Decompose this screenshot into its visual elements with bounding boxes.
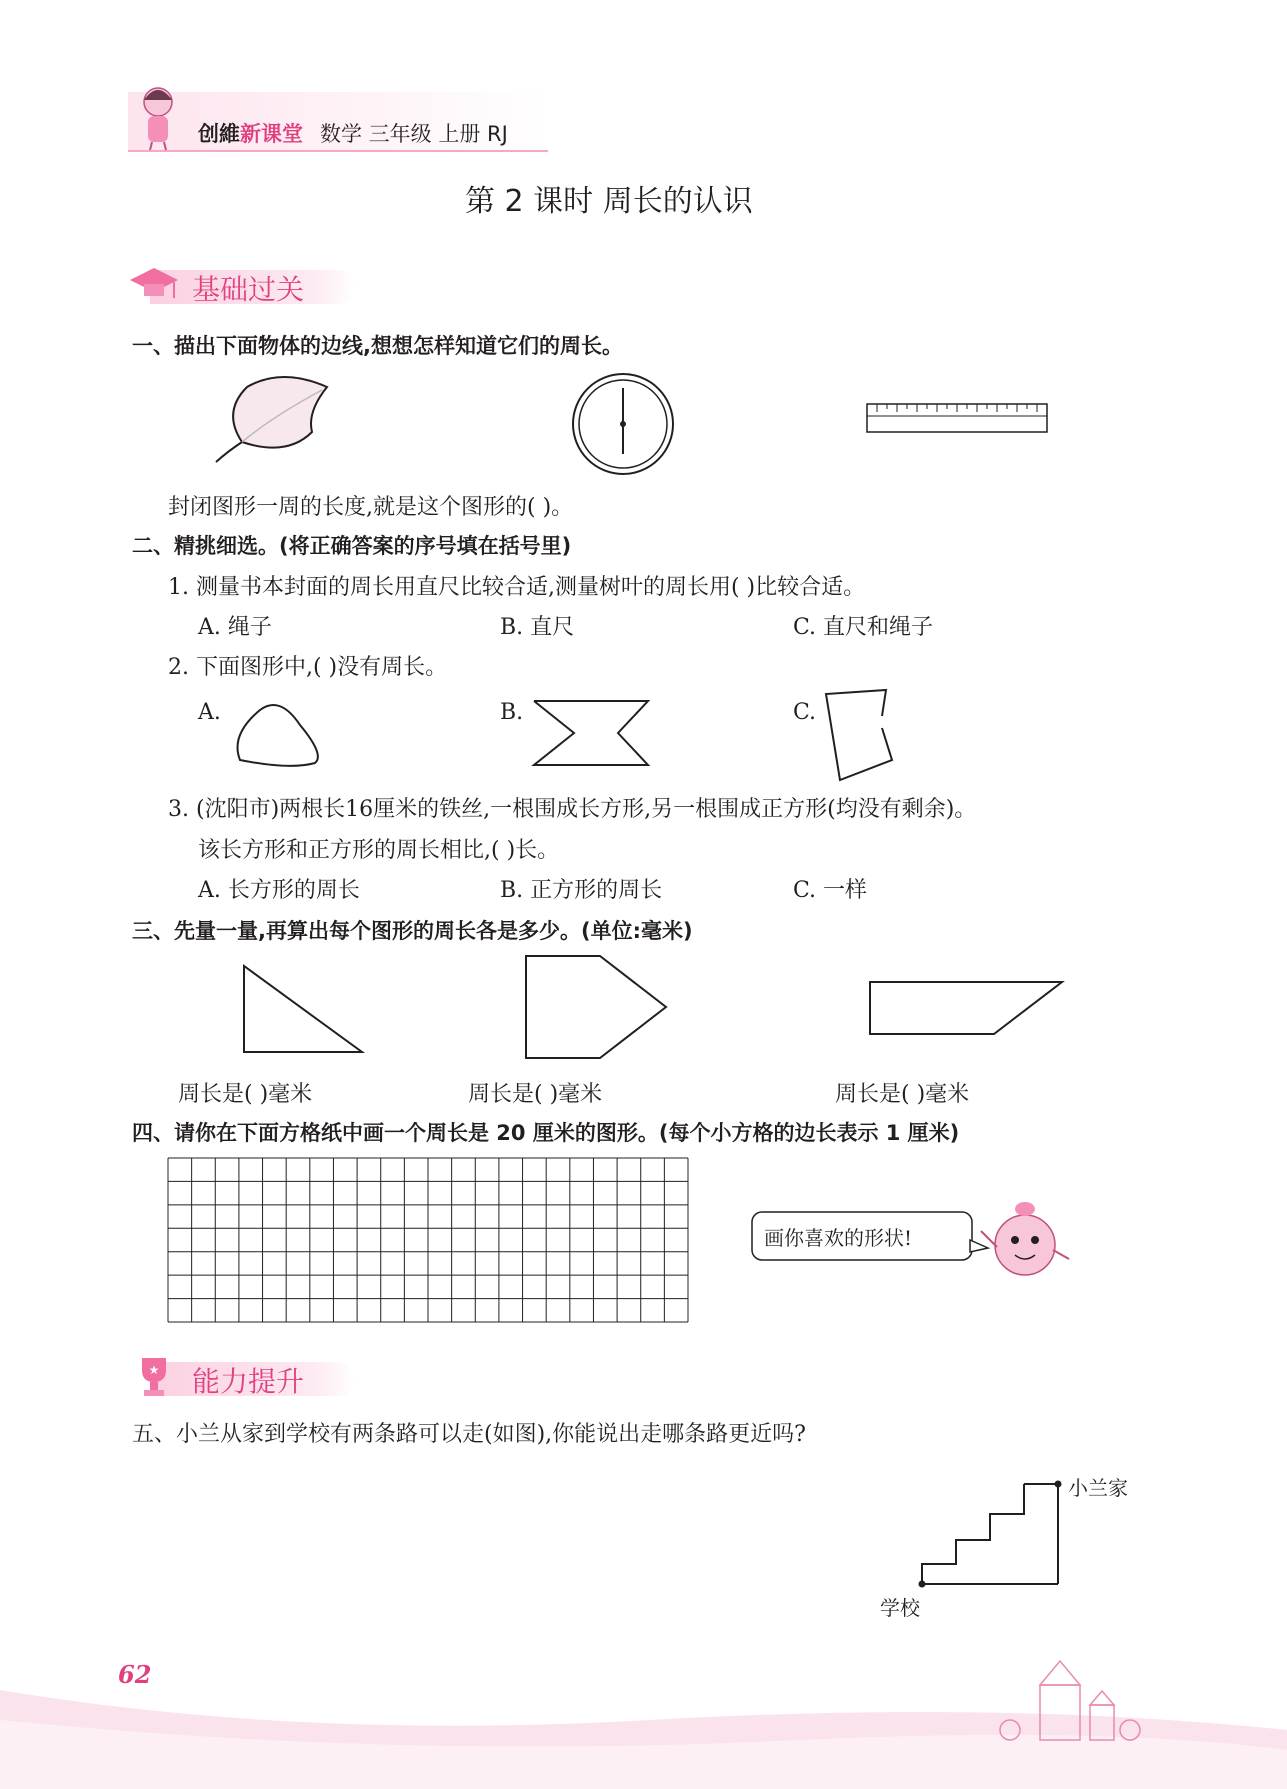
- q2-2-option-a: A.: [198, 700, 221, 725]
- trapezoid-shape: [866, 978, 1066, 1038]
- q3-answer-1: 周长是( )毫米: [178, 1082, 313, 1107]
- q2-1-text: 1. 测量书本封面的周长用直尺比较合适,测量树叶的周长用( )比较合适。: [168, 575, 866, 600]
- q2-1-option-a: A. 绳子: [198, 615, 272, 640]
- trophy-icon: [134, 1352, 174, 1400]
- clock-icon: [568, 370, 692, 478]
- q2-1-option-c: C. 直尺和绳子: [793, 615, 934, 640]
- page-number: 62: [118, 1660, 152, 1689]
- q3-answer-3: 周长是( )毫米: [835, 1082, 970, 1107]
- q2-1-option-b: B. 直尺: [500, 615, 575, 640]
- brand-part2: 新课堂: [240, 122, 303, 146]
- cartoon-character-icon: [975, 1195, 1075, 1295]
- ruler-icon: [865, 402, 1050, 436]
- subject-label: 数学 三年级 上册 RJ: [320, 122, 508, 146]
- bubble-text: 画你喜欢的形状!: [764, 1226, 913, 1250]
- brand-part1: 创維: [198, 122, 240, 146]
- shape-c-open-shape: [820, 688, 900, 783]
- shape-a-closed-curve: [230, 695, 330, 770]
- route-diagram: [900, 1470, 1070, 1595]
- q2-3-option-a: A. 长方形的周长: [198, 878, 360, 903]
- page-title: 第 2 课时 周长的认识: [465, 184, 753, 219]
- graduation-cap-icon: [128, 262, 180, 308]
- q1-fill: 封闭图形一周的长度,就是这个图形的( )。: [168, 495, 574, 520]
- q3-answer-2: 周长是( )毫米: [468, 1082, 603, 1107]
- triangle-shape: [240, 960, 368, 1056]
- q2-2-option-b: B.: [500, 700, 524, 725]
- leaf-icon: [212, 372, 347, 467]
- q2-3-option-b: B. 正方形的周长: [500, 878, 663, 903]
- q2-prompt: 二、精挑细选。(将正确答案的序号填在括号里): [132, 534, 572, 558]
- home-label: 小兰家: [1068, 1476, 1128, 1500]
- q2-2-text: 2. 下面图形中,( )没有周长。: [168, 655, 448, 680]
- q2-3-option-c: C. 一样: [793, 878, 868, 903]
- q4-prompt: 四、请你在下面方格纸中画一个周长是 20 厘米的图形。(每个小方格的边长表示 1 厘米): [132, 1121, 960, 1145]
- q1-prompt: 一、描出下面物体的边线,想想怎样知道它们的周长。: [132, 334, 623, 358]
- q2-3-text2: 该长方形和正方形的周长相比,( )长。: [198, 838, 560, 863]
- school-label: 学校: [880, 1596, 920, 1620]
- q3-prompt: 三、先量一量,再算出每个图形的周长各是多少。(单位:毫米): [132, 919, 693, 943]
- q2-2-option-c: C.: [793, 700, 817, 725]
- girl-mascot-icon: [128, 80, 188, 152]
- brand: [198, 118, 303, 148]
- section-title-advanced: 能力提升: [192, 1365, 305, 1398]
- pentagon-shape: [522, 952, 670, 1062]
- svg-text:★: ★: [148, 1363, 160, 1377]
- q5-prompt: 五、小兰从家到学校有两条路可以走(如图),你能说出走哪条路更近吗?: [132, 1422, 806, 1447]
- grid-paper[interactable]: [166, 1156, 690, 1324]
- castle-icon: [980, 1655, 1180, 1745]
- shape-b-bowtie: [530, 695, 655, 770]
- section-title-basic: 基础过关: [192, 273, 305, 306]
- q2-3-text: 3. (沈阳市)两根长16厘米的铁丝,一根围成长方形,另一根围成正方形(均没有剩余)。: [168, 797, 977, 822]
